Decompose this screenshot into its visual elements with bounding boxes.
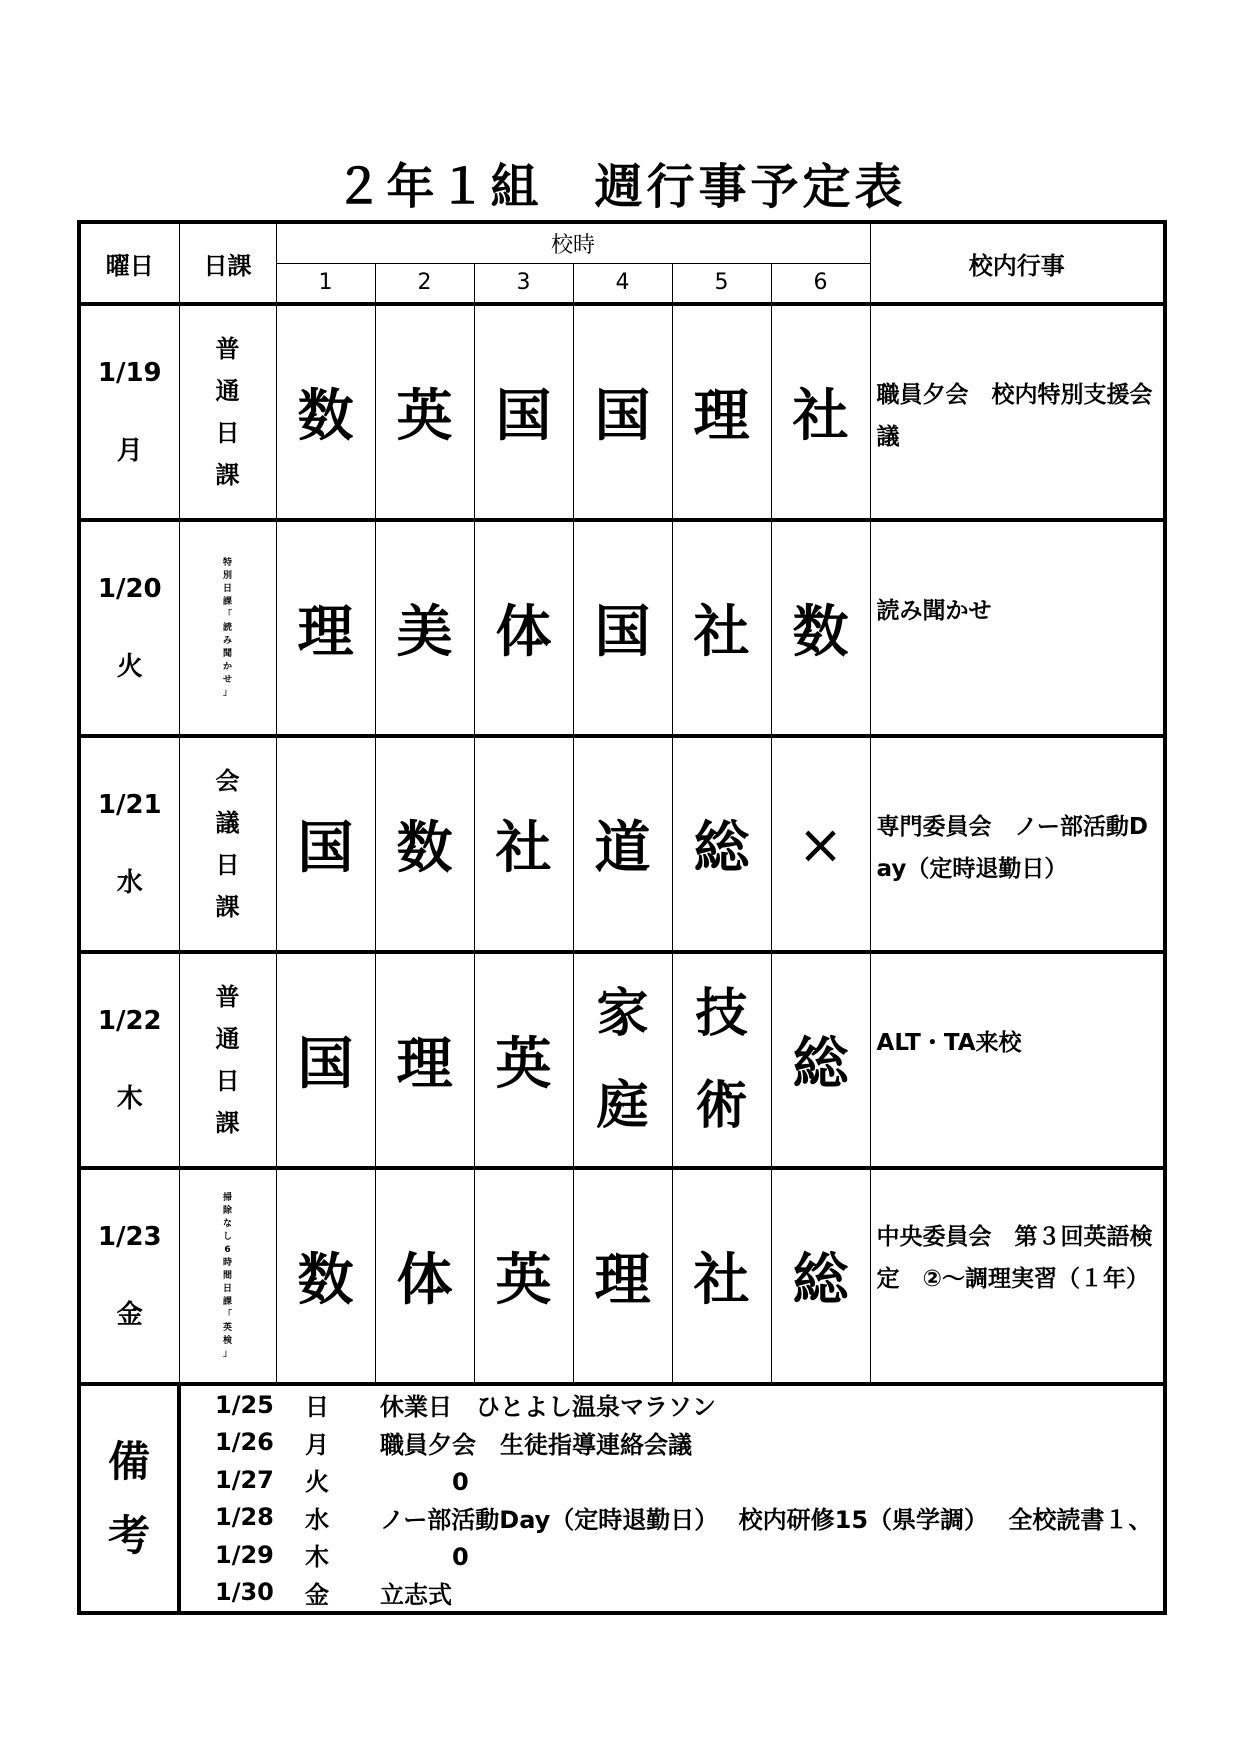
subject-cell: 数	[771, 520, 870, 736]
list-item: 1/25 日 休業日 ひとよし温泉マラソン	[215, 1390, 716, 1422]
nikka-cell: 特 別 日 課 「 読 み 聞 か せ 」	[179, 520, 276, 736]
subject-cell: 国	[573, 520, 672, 736]
events-cell: 中央委員会 第３回英語検定 ②～調理実習（１年）	[870, 1168, 1165, 1384]
header-period: 校時	[276, 222, 870, 263]
nikka-cell: 普 通 日 課	[179, 304, 276, 520]
subject-cell: 体	[375, 1168, 474, 1384]
subject-cell: 社	[771, 304, 870, 520]
list-item: 1/26 月 職員夕会 生徒指導連絡会議	[215, 1428, 692, 1459]
date-cell	[79, 952, 179, 1168]
date: 1/23	[97, 1222, 162, 1252]
subject-cell: 国	[276, 952, 375, 1168]
schedule-table	[77, 220, 1167, 1615]
list-item: 1/30 金 立志式	[215, 1578, 452, 1609]
header-nikka: 日課	[179, 222, 276, 304]
subject-cell: 社	[672, 1168, 771, 1384]
weekday: 木	[116, 1084, 143, 1114]
no-class-cross-icon: ×	[771, 736, 870, 952]
nikka-cell: 普 通 日 課	[179, 952, 276, 1168]
subject-cell: 体	[474, 520, 573, 736]
table-row	[79, 736, 1165, 952]
subject-cell: 数	[375, 736, 474, 952]
events-cell: 専門委員会 ノー部活動Day（定時退勤日）	[870, 736, 1165, 952]
date-cell	[79, 736, 179, 952]
subject-cell: 国	[573, 304, 672, 520]
date: 1/20	[97, 574, 162, 604]
events-cell: ALT・TA来校	[870, 952, 1165, 1168]
subject-cell: 美	[375, 520, 474, 736]
subject-cell: 英	[375, 304, 474, 520]
list-item: 1/28 水 ノー部活動Day（定時退勤日） 校内研修15（県学調） 全校読書１、	[215, 1503, 1153, 1534]
subject-cell: 総	[771, 1168, 870, 1384]
table-row	[79, 304, 1165, 520]
subject-cell: 英	[474, 952, 573, 1168]
subject-cell: 数	[276, 1168, 375, 1384]
subject-cell: 理	[672, 304, 771, 520]
subject-cell: 社	[474, 736, 573, 952]
date: 1/19	[97, 358, 162, 388]
date: 1/21	[97, 790, 162, 820]
table-row	[79, 1168, 1165, 1384]
subject-cell: 国	[276, 736, 375, 952]
subject-cell: 技 術	[672, 952, 771, 1168]
subject-cell: 家 庭	[573, 952, 672, 1168]
table-row	[79, 520, 1165, 736]
subject-cell: 総	[771, 952, 870, 1168]
weekday: 水	[116, 868, 143, 898]
period-number: 3	[474, 263, 573, 304]
remarks-list	[179, 1384, 1165, 1613]
header-day: 曜日	[79, 222, 179, 304]
list-item: 1/29 木 0	[215, 1540, 469, 1572]
subject-cell: 道	[573, 736, 672, 952]
period-number: 4	[573, 263, 672, 304]
header-events: 校内行事	[870, 222, 1165, 304]
period-number: 2	[375, 263, 474, 304]
page-title: ２年１組 週行事予定表	[334, 159, 907, 215]
period-number: 6	[771, 263, 870, 304]
nikka-cell: 掃 除 な し 6 時 間 日 課 「 英 検 」	[179, 1168, 276, 1384]
table-row	[79, 952, 1165, 1168]
remarks-row	[79, 1384, 1165, 1613]
subject-cell: 国	[474, 304, 573, 520]
date-cell	[79, 304, 179, 520]
date: 1/22	[97, 1006, 162, 1036]
subject-cell: 総	[672, 736, 771, 952]
subject-cell: 数	[276, 304, 375, 520]
period-number: 1	[276, 263, 375, 304]
list-item: 1/27 火 0	[215, 1465, 469, 1497]
subject-cell: 理	[375, 952, 474, 1168]
subject-cell: 社	[672, 520, 771, 736]
weekday: 月	[116, 436, 143, 466]
nikka-cell: 会 議 日 課	[179, 736, 276, 952]
events-cell: 職員夕会 校内特別支援会議	[870, 304, 1165, 520]
weekday: 金	[116, 1300, 143, 1330]
subject-cell: 英	[474, 1168, 573, 1384]
date-cell	[79, 520, 179, 736]
subject-cell: 理	[276, 520, 375, 736]
date-cell	[79, 1168, 179, 1384]
events-cell: 読み聞かせ	[870, 520, 1165, 736]
subject-cell: 理	[573, 1168, 672, 1384]
remarks-label: 備 考	[79, 1384, 179, 1613]
period-number: 5	[672, 263, 771, 304]
weekday: 火	[116, 652, 143, 682]
